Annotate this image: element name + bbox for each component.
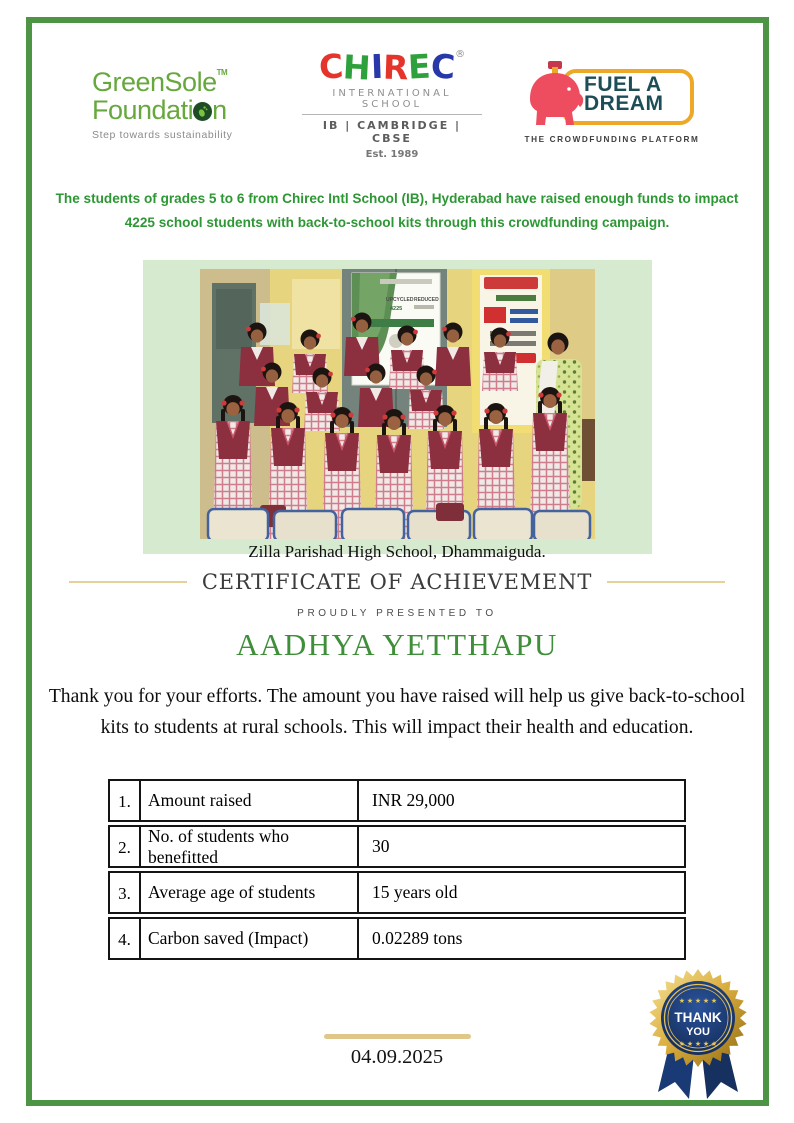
fueladream-wordmark: FUEL A DREAM [584, 72, 664, 116]
registered-symbol: ® [455, 49, 466, 60]
certificate-title-row [0, 570, 794, 594]
svg-text:4225: 4225 [389, 306, 402, 313]
greensole-tagline: Step towards sustainability [92, 129, 233, 142]
fueladream-logo [522, 67, 702, 144]
gold-divider-left [69, 581, 187, 583]
chirec-logo [302, 46, 482, 160]
row-label: Carbon saved (Impact) [141, 919, 359, 958]
recipient-name: AADHYA YETTHAPU [236, 627, 558, 663]
gold-divider-right [607, 581, 725, 583]
badge-stars-top: ★ ★ ★ ★ ★ [678, 997, 718, 1005]
svg-text:REDUCED: REDUCED [413, 297, 439, 304]
row-number: 2. [110, 827, 141, 866]
greensole-foundation: Foundati n [92, 94, 227, 125]
presented-label: PROUDLY PRESENTED TO [297, 608, 497, 620]
certificate-title: CERTIFICATE OF ACHIEVEMENT [201, 570, 593, 595]
row-value: 15 years old [372, 882, 458, 903]
row-number: 4. [110, 919, 141, 958]
certificate-date: 04.09.2025 [350, 1046, 444, 1069]
greensole-logo [92, 66, 262, 142]
table-row [108, 825, 686, 868]
table-row [108, 871, 686, 914]
row-value: 0.02289 tons [372, 928, 463, 949]
chirec-established: Est. 1989 [365, 149, 419, 160]
row-value: INR 29,000 [372, 790, 455, 811]
badge-you: YOU [686, 1026, 710, 1038]
table-row [108, 917, 686, 960]
chirec-boards: IB | CAMBRIDGE | CBSE [322, 119, 462, 145]
row-label: Amount raised [141, 781, 359, 820]
row-label: Average age of students [141, 873, 359, 912]
photo-caption: Zilla Parishad High School, Dhammaiguda. [248, 542, 546, 562]
chirec-subtitle: INTERNATIONAL SCHOOL [302, 88, 482, 115]
school-photo [200, 269, 595, 539]
row-value: 30 [372, 836, 390, 857]
photo-panel [143, 260, 652, 562]
svg-text:UPCYCLED: UPCYCLED [385, 297, 414, 304]
elephant-icon [522, 59, 586, 138]
badge-thank: THANK [674, 1010, 722, 1025]
greensole-name: GreenSole™ [92, 66, 228, 97]
table-row [108, 779, 686, 822]
row-number: 1. [110, 781, 141, 820]
trademark-symbol: TM [216, 67, 228, 77]
fueladream-tagline: THE CROWDFUNDING PLATFORM [524, 134, 700, 144]
thank-you-badge [637, 956, 759, 1113]
logo-row [0, 46, 794, 160]
badge-stars-bottom: ★ ★ ★ ★ ★ [678, 1040, 718, 1048]
thank-you-message: Thank you for your efforts. The amount you have raised will help us give back-to-school kits to students at rural schools. This will impact their health and education. [48, 686, 746, 738]
campaign-statement: The students of grades 5 to 6 from Chirec Intl School (IB), Hyderabad have raised enough funds to impact 4225 school students with back-to-school kits through this crowdfunding campaign. [55, 191, 739, 231]
footprint-icon [193, 99, 212, 127]
chirec-wordmark: CHIREC® [317, 46, 466, 88]
row-label: No. of students who benefitted [141, 827, 359, 866]
impact-table [108, 779, 686, 960]
row-number: 3. [110, 873, 141, 912]
gold-date-rule [324, 1034, 471, 1039]
